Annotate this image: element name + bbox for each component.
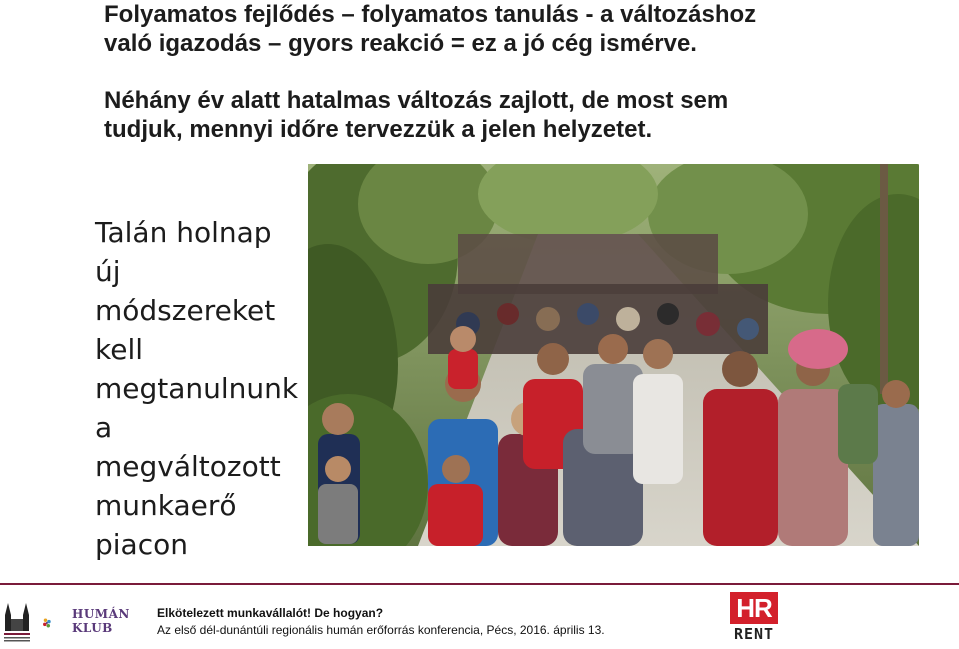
side-text-line: Talán holnap bbox=[95, 216, 272, 249]
human-klub-logo-icon bbox=[42, 607, 72, 639]
human-klub-logo-text bbox=[72, 607, 130, 635]
human-logo-line-2: KLUB bbox=[72, 621, 113, 635]
headline-1-line-1: Folyamatos fejlődés – folyamatos tanulás - a változáshoz bbox=[104, 1, 757, 28]
cathedral-logo-icon bbox=[2, 601, 32, 645]
side-text-line: kell bbox=[95, 333, 144, 366]
headline-1-line-2: való igazodás – gyors reakció = ez a jó cég ismérve. bbox=[104, 30, 697, 57]
hr-logo-top: HR bbox=[730, 592, 778, 624]
hr-rent-logo bbox=[730, 592, 778, 644]
hr-logo-bottom: RENT bbox=[733, 625, 775, 643]
side-text-line: a megváltozott bbox=[95, 411, 281, 483]
side-text-line: munkaerő bbox=[95, 489, 237, 522]
headline-1 bbox=[104, 0, 924, 58]
headline-2-line-1: Néhány év alatt hatalmas változás zajlott, de most sem bbox=[104, 87, 729, 114]
human-logo-line-1: HUMÁN bbox=[72, 607, 130, 621]
headline-2-line-2: tudjuk, mennyi időre tervezzük a jelen helyzetet. bbox=[104, 116, 653, 143]
footer-title: Elkötelezett munkavállalót! De hogyan? bbox=[157, 606, 384, 620]
crowd-photo bbox=[308, 164, 919, 546]
headline-2 bbox=[104, 86, 924, 144]
footer-subtitle: Az első dél-dunántúli regionális humán erőforrás konferencia, Pécs, 2016. április 13. bbox=[157, 623, 605, 637]
side-text-line: megtanulnunk bbox=[95, 372, 299, 405]
side-text-line: piacon bbox=[95, 528, 188, 561]
footer-divider bbox=[0, 583, 959, 585]
side-text-line: új bbox=[95, 255, 121, 288]
side-text-line: módszereket bbox=[95, 294, 276, 327]
crowd-photo-illustration bbox=[308, 164, 919, 546]
side-text bbox=[95, 213, 305, 564]
